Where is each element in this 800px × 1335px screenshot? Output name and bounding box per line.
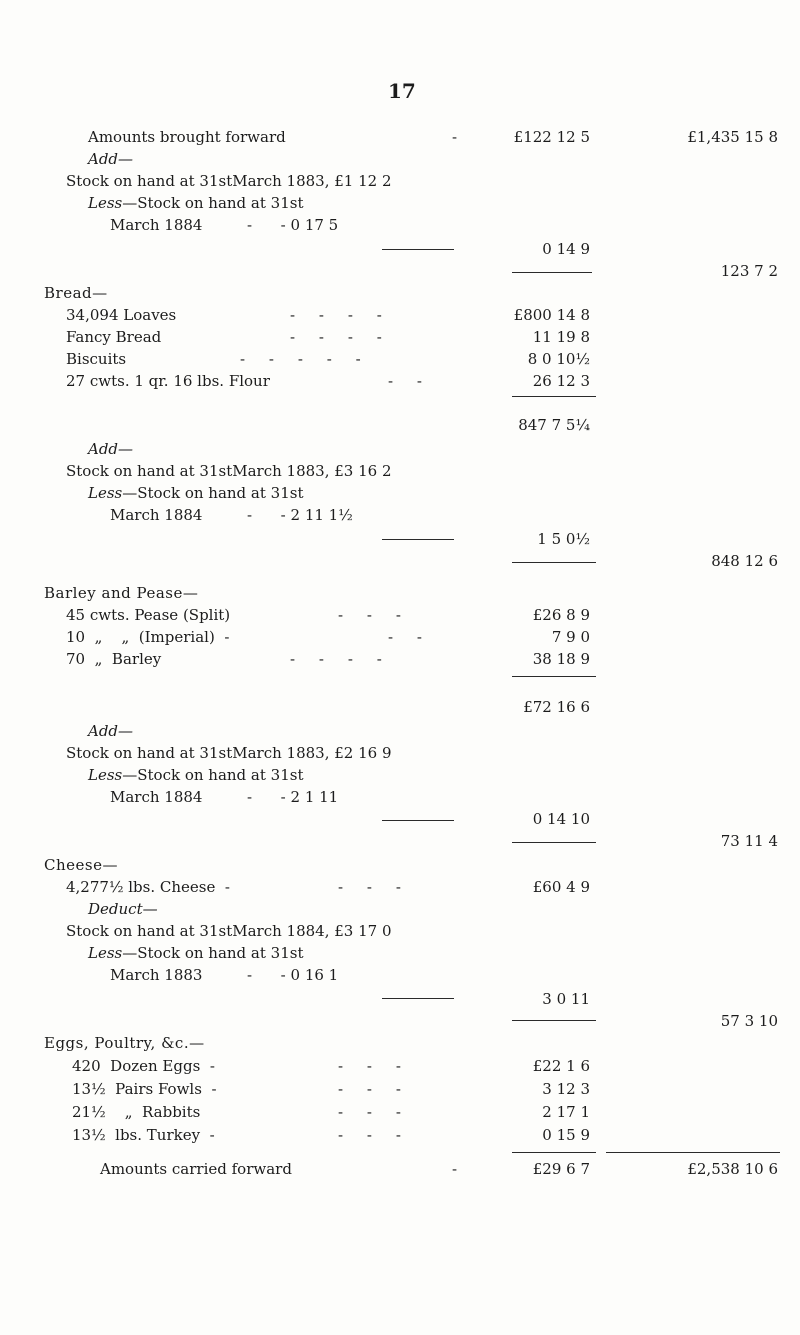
barley-less-line: Less—Stock on hand at 31st [88,766,304,784]
barley-march: March 1884 [110,788,203,806]
bread-diff: 1 5 0½ [537,530,590,548]
bread-rule-a [382,539,454,540]
bread-subtotal: 847 7 5¼ [518,416,590,434]
eggs-item-label: 13½ lbs. Turkey - [72,1126,215,1144]
eggs-rule-col3 [606,1152,780,1153]
cheese-rule-a [382,998,454,999]
barley-rule-b [512,842,596,843]
s1-total: 123 7 2 [720,262,778,280]
bread-item-label: Biscuits [66,350,127,368]
eggs-heading: Eggs, Poultry, &c.— [44,1034,205,1052]
cheese-less-line: Less—Stock on hand at 31st [88,944,304,962]
cheese-item-value: £60 4 9 [532,878,590,896]
barley-total: 73 11 4 [720,832,778,850]
barley-heading: Barley and Pease— [44,584,199,602]
barley-diff: 0 14 10 [532,810,590,828]
barley-item-dots: - - [388,628,422,646]
barley-item-dots: - - - [338,606,401,624]
cheese-item-dots: - - - [338,878,401,896]
bread-item-value: £800 14 8 [513,306,590,324]
barley-item-value: £26 8 9 [532,606,590,624]
barley-rule-a [382,820,454,821]
bread-item-dots: - - - - - [240,350,361,368]
eggs-item-dots: - - - [338,1080,401,1098]
bread-add: Add— [88,440,134,458]
barley-item-label: 10 „ „ (Imperial) - [66,628,230,646]
bread-dashes: - - 2 11 1½ [247,506,353,524]
cheese-dashes: - - 0 16 1 [247,966,339,984]
eggs-item-value: 2 17 1 [542,1103,590,1121]
barley-dashes: - - 2 1 11 [247,788,339,806]
brought-forward-col3: £1,435 15 8 [687,128,778,146]
eggs-item-value: 3 12 3 [542,1080,590,1098]
bread-rule-b [512,562,596,563]
bread-march: March 1884 [110,506,203,524]
cheese-item-label: 4,277½ lbs. Cheese - [66,878,230,896]
bread-item-label: 27 cwts. 1 qr. 16 lbs. Flour [66,372,270,390]
bread-less-line: Less—Stock on hand at 31st [88,484,304,502]
s1-rule-a [382,249,454,250]
s1-add: Add— [88,150,134,168]
bread-item-value: 8 0 10½ [527,350,590,368]
cheese-rule-b [512,1020,596,1021]
barley-item-value: 7 9 0 [551,628,590,646]
eggs-item-label: 13½ Pairs Fowls - [72,1080,217,1098]
bread-item-dots: - - - - [290,328,382,346]
page-number: 17 [388,79,416,103]
bread-item-dots: - - [388,372,422,390]
eggs-item-value: £22 1 6 [532,1057,590,1075]
bread-rule-subtotal [512,396,596,397]
carried-forward-dash: - [452,1160,458,1178]
barley-stock-line: Stock on hand at 31stMarch 1883, £2 16 9 [66,744,392,762]
barley-item-value: 38 18 9 [532,650,590,668]
cheese-march: March 1883 [110,966,203,984]
s1-stock-line: Stock on hand at 31stMarch 1883, £1 12 2 [66,172,392,190]
barley-rule-subtotal [512,676,596,677]
barley-item-label: 70 „ Barley [66,650,162,668]
brought-forward-dash: - [452,128,458,146]
carried-forward-label: Amounts carried forward [100,1160,292,1178]
eggs-item-dots: - - - [338,1126,401,1144]
bread-heading: Bread— [44,284,108,302]
brought-forward-col2: £122 12 5 [513,128,590,146]
bread-stock-line: Stock on hand at 31stMarch 1883, £3 16 2 [66,462,392,480]
eggs-item-label: 21½ „ Rabbits [72,1103,201,1121]
cheese-total: 57 3 10 [720,1012,778,1030]
barley-add: Add— [88,722,134,740]
cheese-diff: 3 0 11 [542,990,590,1008]
bread-item-value: 11 19 8 [532,328,590,346]
s1-march: March 1884 [110,216,203,234]
bread-item-value: 26 12 3 [532,372,590,390]
carried-forward-col2: £29 6 7 [532,1160,590,1178]
eggs-item-dots: - - - [338,1057,401,1075]
s1-dashes: - - 0 17 5 [247,216,339,234]
barley-subtotal: £72 16 6 [523,698,590,716]
barley-item-dots: - - - - [290,650,382,668]
eggs-rule-col2 [512,1152,596,1153]
cheese-stock-line: Stock on hand at 31stMarch 1884, £3 17 0 [66,922,392,940]
eggs-item-label: 420 Dozen Eggs - [72,1057,215,1075]
bread-total: 848 12 6 [711,552,778,570]
brought-forward-label: Amounts brought forward [88,128,286,146]
bread-item-label: 34,094 Loaves [66,306,177,324]
eggs-item-dots: - - - [338,1103,401,1121]
barley-item-label: 45 cwts. Pease (Split) [66,606,231,624]
bread-item-label: Fancy Bread [66,328,162,346]
bread-item-dots: - - - - [290,306,382,324]
s1-rule-b [512,272,592,273]
s1-diff: 0 14 9 [542,240,590,258]
cheese-heading: Cheese— [44,856,118,874]
carried-forward-col3: £2,538 10 6 [687,1160,778,1178]
s1-less-line: Less—Stock on hand at 31st [88,194,304,212]
cheese-deduct: Deduct— [88,900,158,918]
eggs-item-value: 0 15 9 [542,1126,590,1144]
